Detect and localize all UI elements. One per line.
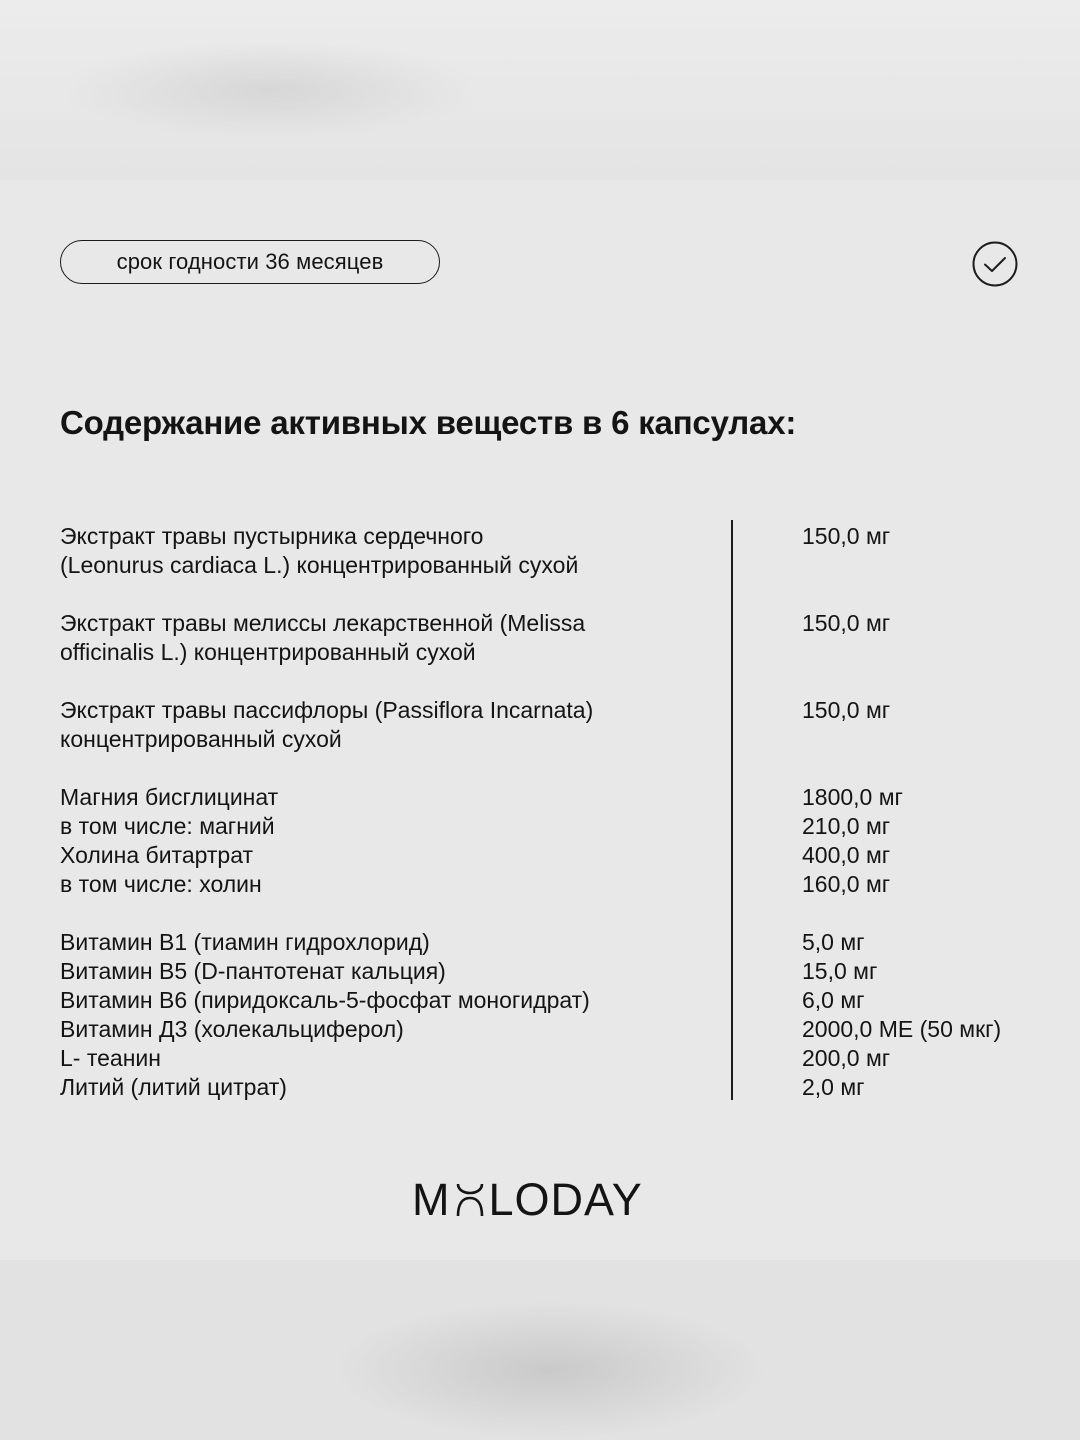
ingredient-amount: 150,0 мг <box>802 697 891 723</box>
check-circle-icon <box>972 241 1018 287</box>
ingredient-row <box>60 725 1050 754</box>
ingredient-name: Витамин В1 (тиамин гидрохлорид) <box>60 929 430 955</box>
ingredient-name: Экстракт травы пассифлоры (Passiflora Incarnata) <box>60 697 594 723</box>
bottom-blur-band <box>0 1260 1080 1440</box>
ingredient-name: Экстракт травы пустырника сердечного <box>60 523 484 549</box>
ingredient-name: (Leonurus cardiaca L.) концентрированный сухой <box>60 552 579 578</box>
ingredient-amount: 150,0 мг <box>802 523 891 549</box>
ingredient-name: Холина битартрат <box>60 842 254 868</box>
ingredient-amount: 210,0 мг <box>802 813 891 839</box>
ingredient-row <box>60 957 1050 986</box>
ingredient-amount: 150,0 мг <box>802 610 891 636</box>
group-spacer <box>60 899 1050 928</box>
ingredient-amount <box>802 638 1050 667</box>
brand-logo-suffix: LODAY <box>488 1174 643 1225</box>
ingredient-row <box>60 609 1050 638</box>
ingredient-amount: 200,0 мг <box>802 1045 891 1071</box>
ingredient-row <box>60 1073 1050 1102</box>
brand-logo <box>412 1176 682 1224</box>
brand-logo-prefix: M <box>412 1174 451 1225</box>
group-spacer <box>60 667 1050 696</box>
ingredients-table <box>60 522 1050 1102</box>
ingredient-row <box>60 551 1050 580</box>
ingredient-name: L- теанин <box>60 1045 161 1071</box>
ingredient-row <box>60 928 1050 957</box>
ingredient-row <box>60 696 1050 725</box>
ingredient-name: в том числе: магний <box>60 813 275 839</box>
ingredient-amount: 2000,0 МЕ (50 мкг) <box>802 1016 1002 1042</box>
ingredient-row <box>60 870 1050 899</box>
ingredient-row <box>60 1044 1050 1073</box>
ingredient-amount: 15,0 мг <box>802 958 878 984</box>
ingredient-name: Витамин В5 (D-пантотенат кальция) <box>60 958 446 984</box>
ingredient-name: Литий (литий цитрат) <box>60 1074 287 1100</box>
ingredient-row <box>60 841 1050 870</box>
ingredient-row <box>60 638 1050 667</box>
ingredient-name: Витамин Д3 (холекальциферол) <box>60 1016 404 1042</box>
ingredient-name: концентрированный сухой <box>60 726 342 752</box>
ingredient-amount: 6,0 мг <box>802 987 865 1013</box>
ingredient-name: officinalis L.) концентрированный сухой <box>60 639 476 665</box>
composition-heading: Содержание активных веществ в 6 капсулах: <box>60 404 797 441</box>
ingredient-name: Магния бисглицинат <box>60 784 279 810</box>
ingredient-amount: 1800,0 мг <box>802 784 903 810</box>
shelf-life-badge <box>60 240 440 284</box>
ingredient-row <box>60 812 1050 841</box>
brand-logo-o-glyph-icon <box>452 1180 488 1220</box>
ingredient-amount: 2,0 мг <box>802 1074 865 1100</box>
ingredient-name: Витамин В6 (пиридоксаль-5-фосфат моногидрат) <box>60 987 590 1013</box>
ingredient-amount <box>802 725 1050 754</box>
top-blur-band <box>0 0 1080 180</box>
ingredient-row <box>60 986 1050 1015</box>
ingredient-row <box>60 783 1050 812</box>
group-spacer <box>60 580 1050 609</box>
ingredient-amount: 160,0 мг <box>802 871 891 897</box>
ingredient-amount: 400,0 мг <box>802 842 891 868</box>
ingredient-amount <box>802 551 1050 580</box>
group-spacer <box>60 754 1050 783</box>
ingredient-amount: 5,0 мг <box>802 929 865 955</box>
ingredient-name: в том числе: холин <box>60 871 262 897</box>
shelf-life-label: срок годности 36 месяцев <box>116 249 384 274</box>
ingredient-row <box>60 1015 1050 1044</box>
ingredient-row <box>60 522 1050 551</box>
ingredient-name: Экстракт травы мелиссы лекарственной (Melissa <box>60 610 586 636</box>
